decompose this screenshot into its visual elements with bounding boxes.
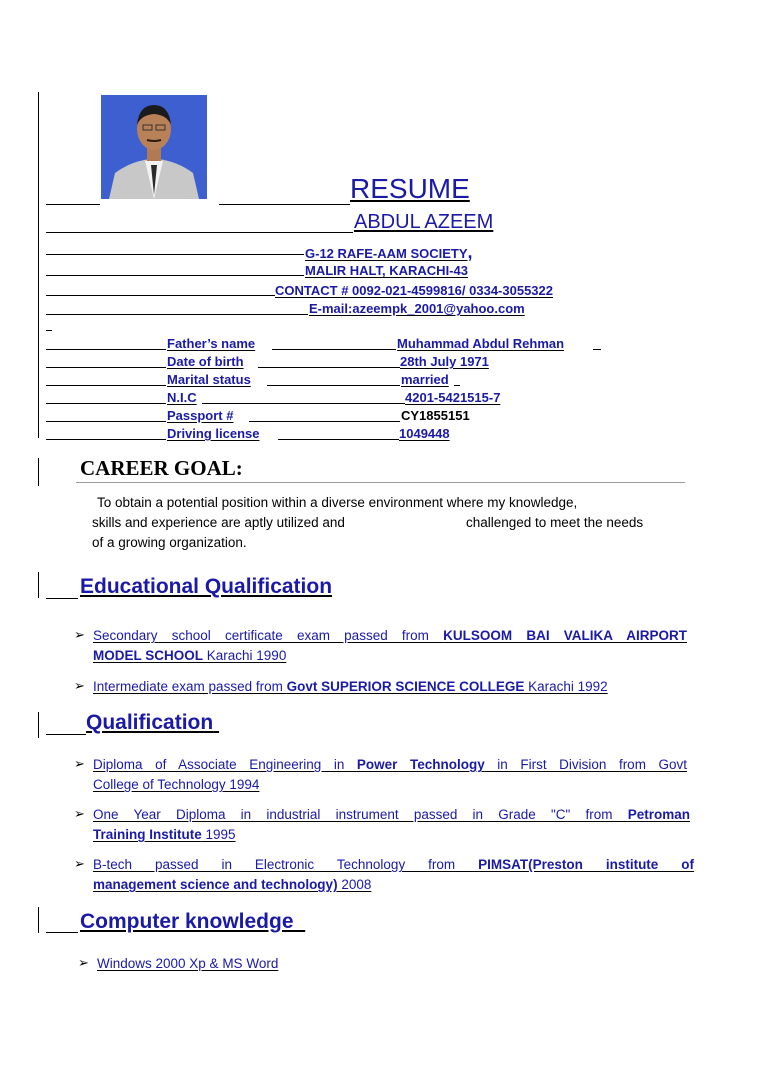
career-goal-divider (76, 482, 685, 483)
address-line-1: G-12 RAFE-AAM SOCIETY, (305, 242, 473, 262)
bullet-icon: ➢ (74, 627, 85, 642)
header-rule (219, 204, 350, 205)
contact-numbers: CONTACT # 0092-021-4599816/ 0334-3055322 (275, 283, 553, 298)
info-label: Father’s name (167, 336, 256, 351)
qualification-item: One Year Diploma in industrial instrument passed in Grade "C" from Petroman Training Institute 1995 (93, 807, 690, 842)
qualification-heading: Qualification (86, 711, 214, 734)
margin-bar (38, 572, 39, 598)
header-rule (46, 330, 52, 331)
header-rule (46, 275, 304, 276)
header-rule (46, 204, 100, 205)
education-item: Intermediate exam passed from Govt SUPERIOR SCIENCE COLLEGE Karachi 1992 (93, 679, 608, 694)
info-value: 28th July 1971 (400, 354, 489, 369)
info-label: Driving license (167, 426, 260, 441)
career-goal-text: To obtain a potential position within a diverse environment where my knowledge, (97, 495, 578, 510)
info-label: Date of birth (167, 354, 244, 369)
education-heading: Educational Qualification (80, 575, 333, 598)
info-label: Marital status (167, 372, 251, 387)
margin-bar (38, 712, 39, 738)
bullet-icon: ➢ (74, 756, 85, 771)
education-item: Secondary school certificate exam passed from KULSOOM BAI VALIKA AIRPORT MODEL SCHOOL Karachi 1990 (93, 628, 687, 663)
info-label: N.I.C (167, 390, 197, 405)
email-address: E-mail:azeempk_2001@yahoo.com (309, 301, 525, 316)
info-value: married (401, 372, 449, 387)
qualification-item: B-tech passed in Electronic Technology from PIMSAT(Preston institute of management science and technology) 2008 (93, 857, 695, 892)
section-rule (46, 598, 78, 599)
section-rule (46, 932, 78, 933)
info-value: 4201-5421515-7 (405, 390, 501, 405)
header-rule (46, 295, 275, 296)
margin-bar (38, 458, 39, 486)
header-rule (46, 232, 353, 233)
computer-item: Windows 2000 Xp & MS Word (97, 956, 279, 971)
section-rule (46, 734, 86, 735)
career-goal-text: skills and experience are aptly utilized and (92, 515, 345, 530)
bullet-icon: ➢ (78, 955, 89, 970)
bullet-icon: ➢ (74, 856, 85, 871)
profile-photo (101, 95, 207, 199)
resume-title: RESUME (350, 173, 470, 204)
margin-bar (38, 92, 39, 438)
qualification-item: Diploma of Associate Engineering in Power Technology in First Division from Govt College of Technology 1994 (93, 757, 688, 792)
info-value: Muhammad Abdul Rehman (397, 336, 565, 351)
address-line-2: MALIR HALT, KARACHI-43 (305, 263, 468, 278)
margin-bar (38, 907, 39, 933)
computer-heading: Computer knowledge (80, 910, 294, 933)
career-goal-text: challenged to meet the needs (466, 515, 644, 530)
info-value: 1049448 (399, 426, 450, 441)
info-label: Passport # (167, 408, 234, 423)
candidate-name: ABDUL AZEEM (354, 211, 494, 233)
header-rule (46, 254, 304, 255)
bullet-icon: ➢ (74, 678, 85, 693)
header-rule (46, 314, 308, 315)
bullet-icon: ➢ (74, 806, 85, 821)
career-goal-text: of a growing organization. (92, 535, 247, 550)
career-goal-heading: CAREER GOAL: (80, 456, 243, 480)
info-value: CY1855151 (401, 408, 470, 423)
